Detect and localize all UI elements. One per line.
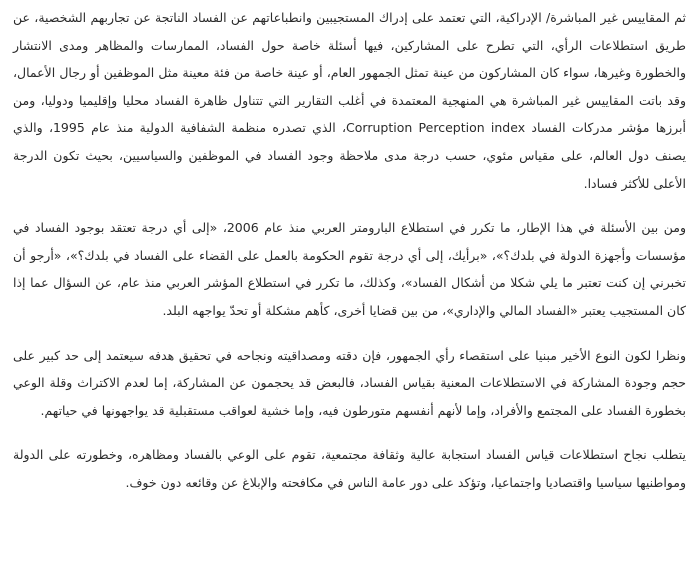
paragraph-measurement-methods: ثم المقاييس غير المباشرة/ الإدراكية، التي تعتمد على إدراك المستجيبين وانطباعاتهم عن الفساد الناتجة عن تجاربهم الشخصية، عن طريق استطلاعات الرأي، التي تطرح على المشاركين، فيها أسئلة خاصة حول الفساد، الممارسات والمظاهر ومدى الانتشار والخطورة وغيرها، سواء كان المشاركون من عينة تمثل الجمهور العام، أو عينة خاصة من فئة معينة مثل الموظفين أو رجال الأعمال، وقد باتت المقاييس غير المباشرة هي المنهجية المعتمدة في أغلب التقارير التي تتناول ظاهرة الفساد محليا وإقليميا ودوليا، ومن أبرزها مؤشر مدركات الفساد Corruption Perception index، الذي تصدره منظمة الشفافية الدولية منذ عام 1995، والذي يصنف دول العالم، على مقياس مئوي، حسب درجة مدى ملاحظة وجود الفساد في الموظفين والسياسيين، بحيث تكون الدرجة الأعلى للأكثر فسادا. (13, 10, 687, 191)
paragraph-survey-questions: ومن بين الأسئلة في هذا الإطار، ما تكرر في استطلاع البارومتر العربي منذ عام 2006، «إلى أي درجة تعتقد بوجود الفساد في مؤسسات وأجهزة الدولة في بلدك؟»، «برأيك، إلى أي درجة تقوم الحكومة بالعمل على القضاء على الفساد في بلدك؟»، «أرجو أن تخبرني إن كنت تعتبر ما يلي شكلا من أشكال الفساد»، وكذلك، ما تكرر في استطلاع المؤشر العربي منذ عام، عن السؤال عما إذا كان المستجيب يعتبر «الفساد المالي والإداري»، من بين قضايا أخرى، كأهم مشكلة أو تحدّ يواجهه البلد. (13, 220, 686, 318)
article-body (0, 4, 698, 497)
paragraph-success-requirements: يتطلب نجاح استطلاعات قياس الفساد استجابة عالية وثقافة مجتمعية، تقوم على الوعي بالفساد ومظاهره، وخطورته على الدولة ومواطنيها سياسيا واقتصاديا واجتماعيا، وتؤكد على دور عامة الناس في مكافحته والإبلاغ عن وقائعه دون خوف. (13, 447, 686, 490)
paragraph-participation: ونظرا لكون النوع الأخير مبنيا على استقصاء رأي الجمهور، فإن دقته ومصداقيته ونجاحه في تحقيق هدفه سيعتمد إلى حد كبير على حجم وجودة المشاركة في الاستطلاعات المعنية بقياس الفساد، فالبعض قد يحجمون عن المشاركة، إما لعدم الاكتراث وقلة الوعي بخطورة الفساد على المجتمع والأفراد، وإما لأنهم أنفسهم متورطون فيه، وإما خشية لعواقب مستقبلية قد يواجهونها في حياتهم. (13, 347, 686, 418)
